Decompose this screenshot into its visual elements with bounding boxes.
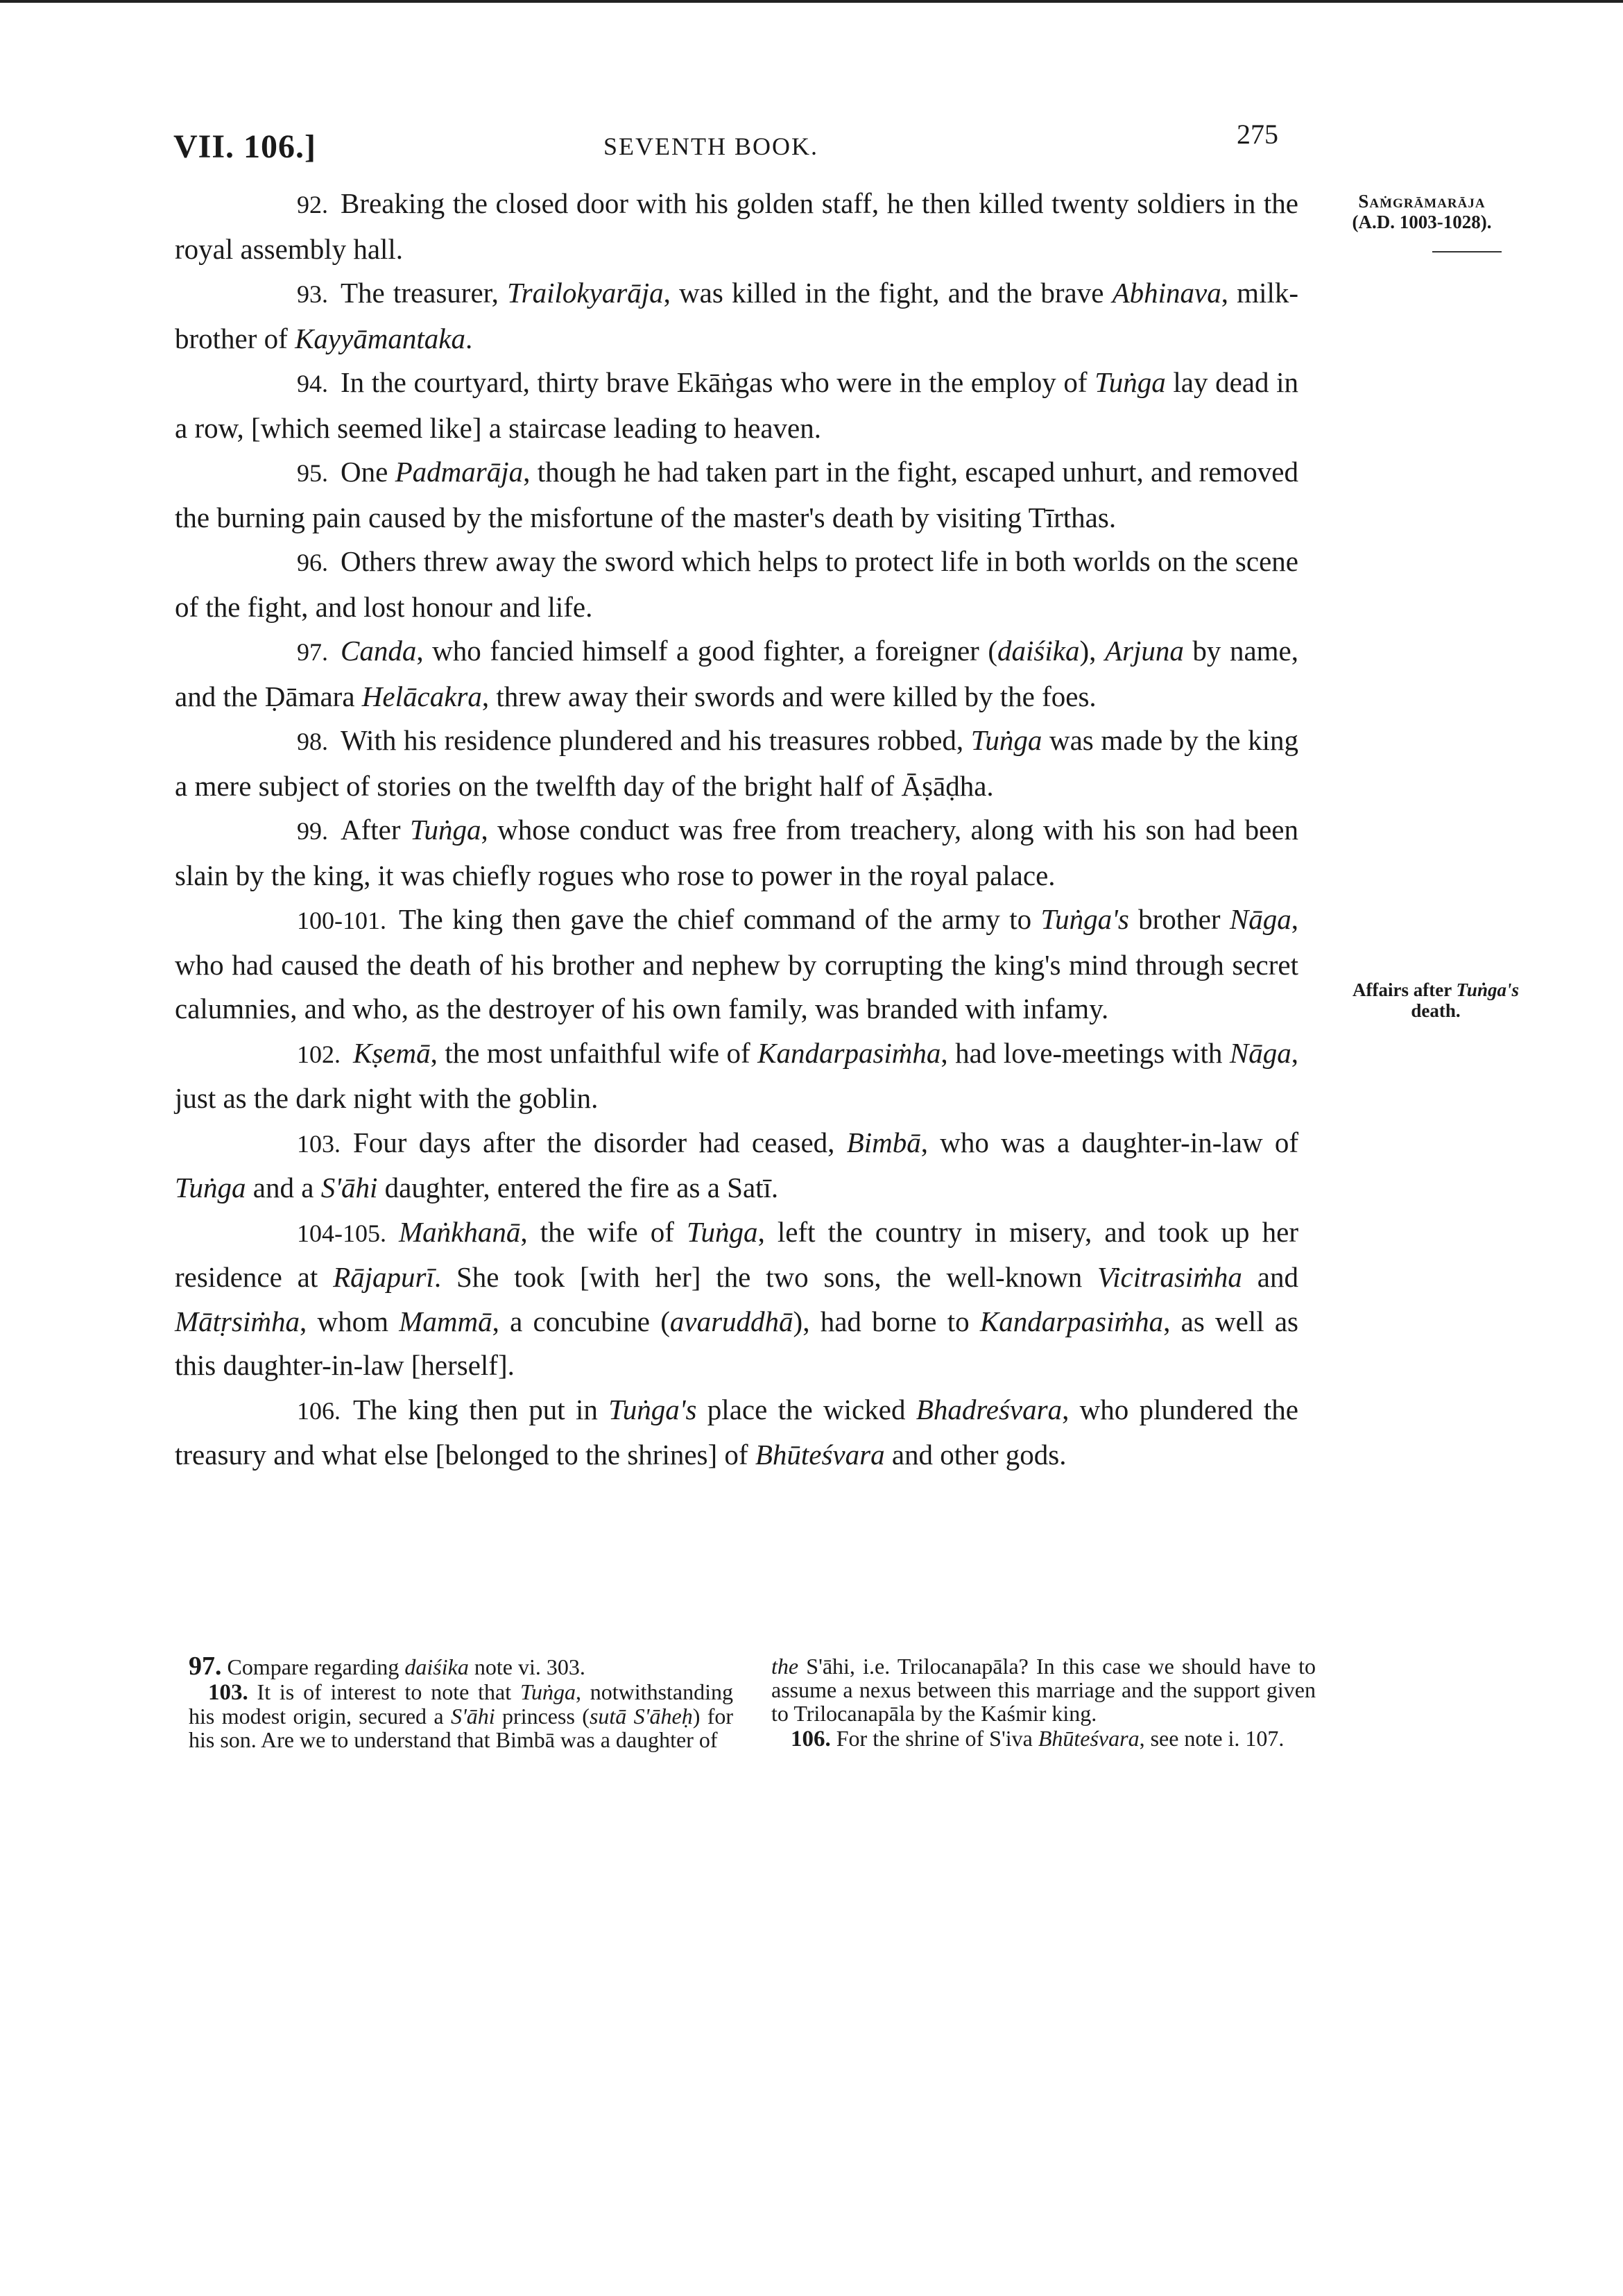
verse-103: 103. Four days after the disorder had ceased, Bimbā, who was a daughter-in-law of Tuṅga and a S'āhi daughter, entered the fire as a Satī. (175, 1126, 1298, 1203)
running-title: SEVENTH BOOK. (603, 132, 818, 160)
reign-dates: (A.D. 1003-1028). (1352, 212, 1492, 232)
verse-92: 92. Breaking the closed door with his golden staff, he then killed twenty soldiers in the royal assembly hall. (175, 187, 1298, 265)
margin-note-affairs-line2: death. (1411, 1000, 1461, 1021)
verse-102: 102. Kṣemā, the most unfaithful wife of Kandarpasiṁha, had love-meetings with Nāga, just as the dark night with the goblin. (175, 1036, 1298, 1114)
footnotes-left-column (189, 1654, 733, 1753)
verse-96: 96. Others threw away the sword which helps to protect life in both worlds on the scene of the fight, and lost honour and life. (175, 545, 1298, 623)
page-number: 275 (1237, 119, 1278, 150)
main-text (175, 182, 1298, 1477)
verse-95: 95. One Padmarāja, though he had taken part in the fight, escaped unhurt, and removed the burning pain caused by the misfortune of the master's death by visiting Tīrthas. (175, 456, 1298, 533)
footnote-97: 97. Compare regarding daiśika note vi. 303. (189, 1652, 585, 1681)
footnotes-right-column (771, 1654, 1316, 1752)
verse-106: 106. The king then put in Tuṅga's place the wicked Bhadreśvara, who plundered the treasury and what else [belonged to the shrines] of Bhūteśvara and other gods. (175, 1393, 1298, 1471)
footnote-103-continued: the S'āhi, i.e. Trilocanapāla? In this case we should have to assume a nexus between this marriage and the support given to Trilocanapāla by the Kaśmir king. (771, 1654, 1316, 1726)
page-header (0, 118, 1623, 173)
verse-104-105: 104-105. Maṅkhanā, the wife of Tuṅga, left the country in misery, and took up her residence at Rājapurī. She took [with her] the two sons, the well-known Vicitrasiṁha and Mātṛsiṁha, whom Mammā, a concubine (avaruddhā), had borne to Kandarpasiṁha, as well as this daughter-in-law [herself]. (175, 1215, 1298, 1381)
verse-93: 93. The treasurer, Trailokyarāja, was killed in the fight, and the brave Abhinava, milk-brother of Kayyāmantaka. (175, 277, 1299, 354)
margin-note-rule (1432, 251, 1502, 252)
verse-94: 94. In the courtyard, thirty brave Ekāṅgas who were in the employ of Tuṅga lay dead in a row, [which seemed like] a staircase leading to heaven. (175, 366, 1298, 444)
verse-97: 97. Canda, who fancied himself a good fighter, a foreigner (daiśika), Arjuna by name, and the Ḍāmara Helācakra, threw away their swords and were killed by the foes. (175, 635, 1298, 712)
reign-name: Saṁgrāmarāja (1358, 191, 1486, 212)
verse-98: 98. With his residence plundered and his treasures robbed, Tuṅga was made by the king a mere subject of stories on the twelfth day of the bright half of Āṣāḍha. (175, 724, 1299, 802)
margin-note-affairs-line1: Affairs after Tuṅga's (1352, 979, 1519, 1000)
chapter-reference: VII. 106.] (173, 128, 317, 165)
margin-note-reign (1321, 191, 1522, 232)
top-border-rule (0, 0, 1623, 3)
margin-note-affairs (1321, 979, 1550, 1021)
footnote-103: 103. It is of interest to note that Tuṅga, notwithstanding his modest origin, secured a S'āhi princess (sutā S'āheḥ) for his son. Are we to understand that Bimbā was a daughter of (189, 1679, 734, 1752)
verse-99: 99. After Tuṅga, whose conduct was free from treachery, along with his son had been slain by the king, it was chiefly rogues who rose to power in the royal palace. (175, 814, 1298, 891)
verse-100-101: 100-101. The king then gave the chief command of the army to Tuṅga's brother Nāga, who had caused the death of his brother and nephew by corrupting the king's mind through secret calumnies, and who, as the destroyer of his own family, was branded with infamy. (175, 903, 1298, 1025)
footnote-106: 106. For the shrine of S'iva Bhūteśvara, see note i. 107. (791, 1726, 1285, 1751)
